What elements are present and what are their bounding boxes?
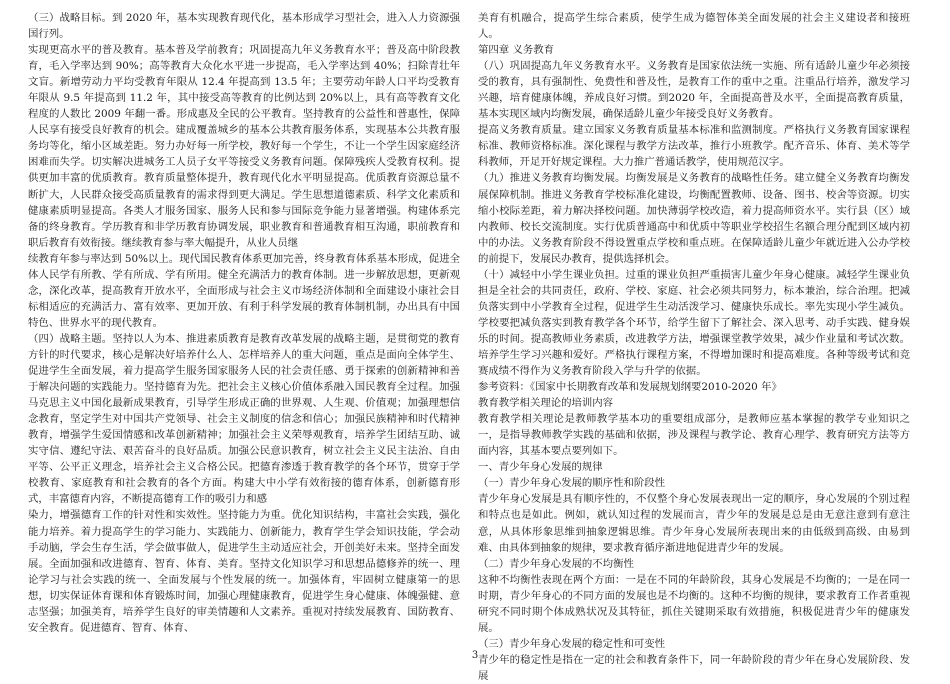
subheading-development-laws: 一、青少年身心发展的规律 — [478, 461, 603, 474]
chapter-heading: 第四章 义务教育 — [478, 44, 555, 57]
page-number: 3 — [471, 650, 479, 661]
paragraph-continuing-education: 续教育年参与率达到 50%以上。现代国民教育体系更加完善，终身教育体系基本形成，促进全体人民学有所教、学有所成、学有所用。健全充满活力的教育体制。进一步解放思想，更新观念，深化改革，提高教育开放水平，全面形成与社会主义市场经济体制和全面建设小康社会目标相适应的充满活力、富有效率、更加开放、有利于科学发展的教育体制机制，办出具有中国特色、世界水平的现代教育。 — [28, 252, 460, 329]
paragraph-aesthetic-education: 美育有机融合，提高学生综合素质，使学生成为德智体美全面发展的社会主义建设者和接班人。 — [478, 12, 910, 41]
subheading-sequence: （一）青少年身心发展的顺序性和阶段性 — [478, 477, 666, 490]
paragraph-strategic-theme: （四）战略主题。坚持以人为本、推进素质教育是教育改革发展的战略主题，是贯彻党的教育方针的时代要求，核心是解决好培养什么人、怎样培养人的重大问题，重点是面向全体学生、促进学生全面发展，着力提高学生服务国家服务人民的社会责任感、勇于探索的创新精神和善于解决问题的实践能力。坚持德育为先。把社会主义核心价值体系融入国民教育全过程。加强马克思主义中国化最新成果教育，引导学生形成正确的世界观、人生观、价值观；加强理想信念教育，坚定学生对中国共产党领导、社会主义制度的信念和信心；加强民族精神和时代精神教育，增强学生爱国情感和改革创新精神；加强社会主义荣辱观教育，培养学生团结互助、诚实守信、遵纪守法、艰苦奋斗的良好品质。加强公民意识教育，树立社会主义民主法治、自由平等、公平正义理念，培养社会主义合格公民。把德育渗透于教育教学的各个环节，贯穿于学校教育、家庭教育和社会教育的各个方面。构建大中小学有效衔接的德育体系，创新德育形式，丰富德育内容，不断提高德育工作的吸引力和感 — [28, 332, 460, 506]
paragraph-compulsory-education: （八）巩固提高九年义务教育水平。义务教育是国家依法统一实施、所有适龄儿童少年必须接受的教育，具有强制性、免费性和普及性，是教育工作的重中之重。注重品行培养，激发学习兴趣，培育健康体魄，养成良好习惯。到2020 年，全面提高普及水平，全面提高教育质量，基本实现区域内均衡发展，确保适龄儿童少年接受良好义务教育。 — [478, 60, 910, 121]
paragraph-strategic-goal: （三）战略目标。到 2020 年，基本实现教育现代化，基本形成学习型社会，进入人力资源强国行列。 — [28, 12, 460, 41]
right-column — [478, 10, 910, 684]
paragraph-ability-development: 染力，增强德育工作的针对性和实效性。坚持能力为重。优化知识结构，丰富社会实践，强化能力培养。着力提高学生的学习能力、实践能力、创新能力，教育学生学会知识技能，学会动手动脑，学会生存生活，学会做事做人，促进学生主动适应社会，开创美好未来。坚持全面发展。全面加强和改进德育、智育、体育、美育。坚持文化知识学习和思想品德修养的统一、理论学习与社会实践的统一、全面发展与个性发展的统一。加强体育，牢固树立健康第一的思想，切实保证体育课和体育锻炼时间，加强心理健康教育，促进学生身心健康、体魄强健、意志坚强；加强美育，培养学生良好的审美情趣和人文素养。重视对持续发展教育、国防教育、安全教育。促进德育、智育、体育、 — [28, 509, 460, 634]
subheading-imbalance: （二）青少年身心发展的不均衡性 — [478, 557, 634, 570]
section-title-theory: 教育教学相关理论的培训内容 — [478, 397, 614, 410]
paragraph-education-quality: 提高义务教育质量。建立国家义务教育质量基本标准和监测制度。严格执行义务教育国家课程标准、教师资格标准。深化课程与教学方法改革，推行小班教学。配齐音乐、体育、美术等学科教师，开足开好规定课程。大力推广普通话教学，使用规范汉字。 — [478, 124, 910, 169]
paragraph-sequence: 青少年身心发展是具有顺序性的，不仅整个身心发展表现出一定的顺序，身心发展的个别过程和特点也是如此。例如，就认知过程的发展而言，青少年的发展是总是由无意注意到有意注意，从具体形象思维到抽象逻辑思维。青少年身心发展所表现出来的由低级到高级、由易到难、由具体到抽象的规律，要求教育循序渐进地促进青少年的发展。 — [478, 493, 910, 554]
paragraph-theory-intro: 教育教学相关理论是教师教学基本功的重要组成部分，是教师应基本掌握的教学专业知识之一，是指导教师教学实践的基础和依据，涉及课程与教学论、教育心理学、教育研究方法等方面内容，其基本要点要列如下。 — [478, 413, 910, 458]
paragraph-universal-education: 实现更高水平的普及教育。基本普及学前教育；巩固提高九年义务教育水平；普及高中阶段教育，毛入学率达到 90%；高等教育大众化水平进一步提高，毛入学率达到 40%；扫除青壮年文盲。新增劳动力平均受教育年限从 12.4 年提高到 13.5 年；主要劳动年龄人口平均受教育年限从 9.5 年提高到 11.2 年，其中接受高等教育的比例达到 20%以上，具有高等教育文化程度的人数比 2009 年翻一番。形成惠及全民的公平教育。坚持教育的公益性和普惠性，保障人民享有接受良好教育的机会。建成覆盖城乡的基本公共教育服务体系，实现基本公共教育服务均等化，缩小区域差距。努力办好每一所学校，教好每一个学生，不让一个学生因家庭经济困难而失学。切实解决进城务工人员子女平等接受义务教育问题。保障残疾人受教育权利。提供更加丰富的优质教育。教育质量整体提升，教育现代化水平明显提高。优质教育资源总量不断扩大，人民群众接受高质量教育的需求得到更大满足。学生思想道德素质、科学文化素质和健康素质明显提高。各类人才服务国家、服务人民和参与国际竞争能力显著增强。构建体系完备的终身教育。学历教育和非学历教育协调发展，职业教育和普通教育相互沟通，职前教育和职后教育有效衔接。继续教育参与率大幅提升，从业人员继 — [28, 44, 460, 249]
reference-note: 参考资料：《国家中长期教育改革和发展规划纲要2010-2020 年》 — [478, 381, 782, 394]
left-column — [28, 10, 460, 636]
paragraph-imbalance: 这种不均衡性表现在两个方面：一是在不同的年龄阶段，其身心发展是不均衡的；一是在同一时期，青少年身心的不同方面的发展也是不均衡的。这种不均衡的规律，要求教育工作者重视研究不同时期个体成熟状况及其特征，抓住关键期采取有效措施，积极促进青少年的健康发展。 — [478, 573, 910, 634]
paragraph-balanced-development: （九）推进义务教育均衡发展。均衡发展是义务教育的战略性任务。建立健全义务教育均衡发展保障机制。推进义务教育学校标准化建设，均衡配置教师、设备、图书、校舍等资源。切实缩小校际差距，着力解决择校问题。加快薄弱学校改造，着力提高师资水平。实行县（区）域内教师、校长交流制度。实行优质普通高中和优质中等职业学校招生名额合理分配到区域内初中的办法。义务教育阶段不得设置重点学校和重点班。在保障适龄儿童少年就近进入公办学校的前提下，发展民办教育，提供选择机会。 — [478, 172, 910, 265]
paragraph-reduce-burden: （十）减轻中小学生课业负担。过重的课业负担严重损害儿童少年身心健康。减轻学生课业负担是全社会的共同责任，政府、学校、家庭、社会必须共同努力，标本兼治，综合治理。把减负落实到中小学教育全过程，促进学生生动活泼学习、健康快乐成长。率先实现小学生减负。学校要把减负落实到教育教学各个环节，给学生留下了解社会、深入思考、动手实践、健身娱乐的时间。提高教师业务素质，改进教学方法，增强课堂教学效果，减少作业量和考试次数。培养学生学习兴趣和爱好。严格执行课程方案，不得增加课时和提高难度。各种等级考试和竞赛成绩不得作为义务教育阶段入学与升学的依据。 — [478, 268, 910, 378]
subheading-stability: （三）青少年身心发展的稳定性和可变性 — [478, 637, 666, 650]
paragraph-stability: 青少年的稳定性是指在一定的社会和教育条件下，同一年龄阶段的青少年在身心发展阶段、发展 — [478, 653, 910, 682]
